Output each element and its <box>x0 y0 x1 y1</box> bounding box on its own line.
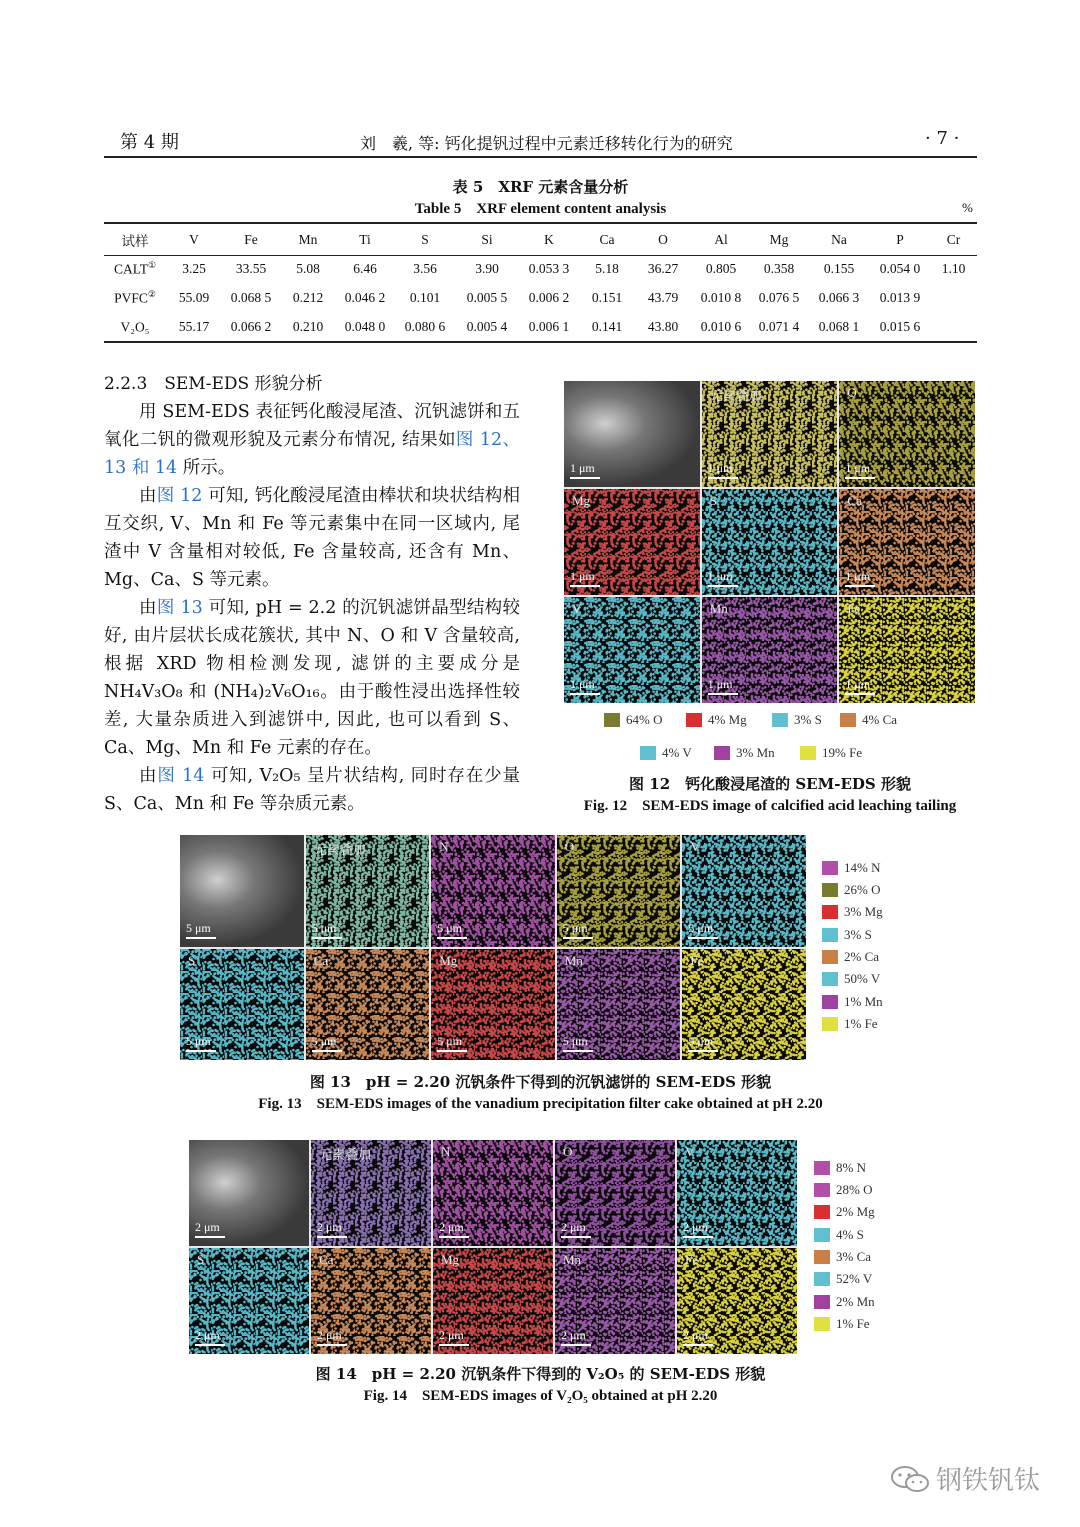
fig13-legend <box>822 860 942 1040</box>
legend-item <box>814 1271 872 1287</box>
table-cell: 43.79 <box>647 289 679 305</box>
eds-map <box>839 597 975 703</box>
scale-bar: 2 μm <box>561 1220 591 1238</box>
table-cell: 0.053 3 <box>528 260 570 276</box>
table-cell: 0.046 2 <box>344 289 386 305</box>
scale-bar: 2 μm <box>195 1328 225 1346</box>
paragraph-2 <box>104 482 520 594</box>
legend-swatch <box>814 1228 830 1242</box>
map-label: Ca <box>319 1252 334 1267</box>
legend-label: 1% Fe <box>844 1016 878 1031</box>
section-heading: 2.2.3 SEM-EDS 形貌分析 <box>104 374 323 394</box>
map-label: Mn <box>563 1252 582 1267</box>
fig14-caption-en: Fig. 14 SEM-EDS images of V₂O₅ obtained at pH 2.20 <box>363 1388 718 1404</box>
figure-link[interactable]: 图 13 <box>156 598 203 618</box>
table-cell: 36.27 <box>647 260 679 276</box>
map-label: S <box>709 493 717 508</box>
scale-bar: 5 μm <box>437 921 467 939</box>
section-body <box>104 370 520 818</box>
map-label: N <box>439 839 449 854</box>
map-label: Ca <box>313 952 329 968</box>
sample-name: V₂O₅ <box>120 319 150 335</box>
table-cell: 0.010 8 <box>700 289 742 305</box>
map-label: V <box>690 839 700 854</box>
legend-item <box>814 1227 864 1243</box>
map-label: V <box>685 1144 695 1159</box>
table-cell: 33.55 <box>235 260 267 276</box>
eds-map <box>682 949 806 1061</box>
table-cell: 6.46 <box>353 260 377 276</box>
table-row <box>104 283 977 312</box>
column-header: Ti <box>359 232 371 247</box>
map-label: N <box>441 1144 451 1159</box>
column-header: O <box>658 232 668 247</box>
eds-map <box>555 1140 675 1246</box>
footnote-mark: ① <box>147 259 157 270</box>
legend-swatch <box>686 713 702 727</box>
table-bottom-rule <box>104 341 977 343</box>
map-label: Fe <box>685 1252 698 1267</box>
legend-swatch <box>814 1317 830 1331</box>
issue-number: 第 4 期 <box>120 132 179 153</box>
table-cell: 0.155 <box>823 260 855 276</box>
eds-map <box>311 1248 431 1354</box>
xrf-table <box>104 226 977 341</box>
text: 由 <box>139 598 157 618</box>
table-cell: 0.015 6 <box>879 318 921 334</box>
map-label: O <box>563 1144 573 1159</box>
column-header: K <box>544 232 554 247</box>
fig13-caption-en: Fig. 13 SEM-EDS images of the vanadium precipitation filter cake obtained at pH 2.20 <box>258 1096 823 1112</box>
scale-bar: 5 μm <box>312 921 342 939</box>
eds-map <box>180 949 304 1061</box>
eds-map <box>433 1140 553 1246</box>
table-cell: 0.358 <box>763 260 795 276</box>
map-label: Mg <box>439 952 458 968</box>
figure-link[interactable]: 图 12 <box>156 486 203 506</box>
paragraph-1 <box>104 398 520 482</box>
legend-item <box>822 860 880 876</box>
legend-item <box>800 745 862 761</box>
table-cell: 0.151 <box>591 289 623 305</box>
fig13-grid <box>180 835 806 1060</box>
map-label: Fe <box>690 952 704 968</box>
fig14-grid <box>189 1140 797 1354</box>
table-unit: % <box>962 200 973 215</box>
fig12-legend <box>564 708 975 768</box>
legend-swatch <box>822 928 838 942</box>
table-cell: 3.90 <box>475 260 499 276</box>
table-caption-cn: 表 5 XRF 元素含量分析 <box>452 178 629 196</box>
table-cell: 0.101 <box>409 289 441 305</box>
map-label: Mn <box>709 601 728 616</box>
table-cell: 0.048 0 <box>344 318 386 334</box>
table-cell <box>930 312 977 341</box>
legend-label: 4% Mg <box>708 712 747 727</box>
scale-bar: 5 μm <box>186 921 216 939</box>
legend-swatch <box>822 883 838 897</box>
map-label: O <box>564 839 575 854</box>
legend-swatch <box>814 1295 830 1309</box>
table-cell: 0.054 0 <box>879 260 921 276</box>
table-cell: 0.076 5 <box>758 289 800 305</box>
eds-map <box>189 1248 309 1354</box>
eds-map <box>677 1248 797 1354</box>
figure-link[interactable]: 图 12、13 和 14 <box>104 430 520 478</box>
map-label: 元素叠加 <box>319 1147 372 1162</box>
legend-label: 2% Mg <box>836 1204 875 1219</box>
sample-cell <box>104 283 166 312</box>
watermark <box>890 1460 1040 1497</box>
text: 可知, pH = 2.2 的沉钒滤饼晶型结构较好, 由片层状长成花簇状, 其中 N、O 和 V 含量较高, 根据 XRD 物相检测发现, 滤饼的主要成分是 NH₄V₃O₈ 和 (NH₄)₂V₆O₁₆。由于酸性浸出选择性较差, 大量杂质进入到滤饼中, 因此, 也可以看到 S、Ca、Mg、Mn 和 Fe 元素的存在。 <box>104 598 520 758</box>
eds-map <box>682 835 806 947</box>
eds-map <box>702 489 838 595</box>
legend-item <box>822 904 883 920</box>
table-cell: 5.18 <box>595 260 619 276</box>
legend-label: 2% Mn <box>836 1294 875 1309</box>
legend-swatch <box>822 861 838 875</box>
column-header: Al <box>714 232 728 247</box>
text: 可知, 钙化酸浸尾渣由棒状和块状结构相互交织, V、Mn 和 Fe 等元素集中在同一区域内, 尾渣中 V 含量相对较低, Fe 含量较高, 还含有 Mn、Mg、Ca、S 等元素。 <box>104 486 521 590</box>
legend-item <box>814 1182 872 1198</box>
fig12-grid <box>564 381 975 703</box>
legend-label: 14% N <box>844 860 881 875</box>
table-cell: 0.005 5 <box>466 289 508 305</box>
column-header: Ca <box>599 232 615 247</box>
scale-bar: 2 μm <box>439 1328 469 1346</box>
table-cell: 0.013 9 <box>879 289 921 305</box>
text: 所示。 <box>177 458 236 478</box>
column-header: Cr <box>946 232 961 247</box>
map-label: O <box>847 385 857 400</box>
scale-bar: 5 μm <box>688 1034 718 1052</box>
legend-label: 4% Ca <box>862 712 898 727</box>
table-cell: 3.56 <box>413 260 437 276</box>
legend-item <box>822 882 880 898</box>
sample-cell <box>104 312 166 341</box>
table-cell: 0.006 2 <box>528 289 570 305</box>
scale-bar: 2 μm <box>317 1328 347 1346</box>
table-cell: 0.080 6 <box>404 318 446 334</box>
legend-swatch <box>822 905 838 919</box>
paragraph-3 <box>104 594 520 762</box>
table-cell: 0.212 <box>292 289 324 305</box>
legend-item <box>814 1249 871 1265</box>
table-cell: 5.08 <box>296 260 320 276</box>
legend-label: 3% S <box>844 927 872 942</box>
legend-swatch <box>822 1017 838 1031</box>
eds-map <box>677 1140 797 1246</box>
eds-map <box>839 381 975 487</box>
scale-bar: 1 μm <box>845 461 875 479</box>
eds-map <box>564 597 700 703</box>
legend-label: 3% S <box>794 712 822 727</box>
sem-image <box>564 381 700 487</box>
column-header: V <box>189 232 199 247</box>
scale-bar: 5 μm <box>312 1034 342 1052</box>
legend-label: 1% Mn <box>844 994 883 1009</box>
table-cell: 0.010 6 <box>700 318 742 334</box>
legend-label: 28% O <box>836 1182 873 1197</box>
scale-bar: 1 μm <box>708 461 738 479</box>
column-header: P <box>896 232 904 247</box>
legend-item <box>814 1294 875 1310</box>
eds-map <box>555 1248 675 1354</box>
legend-item <box>772 712 822 728</box>
legend-swatch <box>840 713 856 727</box>
map-label: Ca <box>847 493 862 508</box>
table-cell: 55.17 <box>178 318 210 334</box>
legend-swatch <box>814 1183 830 1197</box>
map-label: S <box>188 952 196 968</box>
eds-map <box>306 949 430 1061</box>
legend-item <box>640 745 692 761</box>
legend-label: 1% Fe <box>836 1316 870 1331</box>
legend-label: 3% Mn <box>736 745 775 760</box>
legend-item <box>822 994 883 1010</box>
legend-label: 4% V <box>662 745 692 760</box>
eds-map <box>564 489 700 595</box>
sample-name: PVFC <box>114 290 148 306</box>
map-label: Mg <box>572 493 591 508</box>
eds-map <box>702 381 838 487</box>
watermark-text: 钢铁钒钛 <box>936 1466 1041 1496</box>
header-rule <box>104 156 977 158</box>
table-cell: 0.805 <box>705 260 737 276</box>
legend-label: 2% Ca <box>844 949 880 964</box>
fig12-caption-en: Fig. 12 SEM-EDS image of calcified acid leaching tailing <box>583 798 957 814</box>
column-header: Fe <box>244 232 258 247</box>
paragraph-4 <box>104 762 520 818</box>
map-label: Fe <box>847 601 861 616</box>
legend-item <box>822 949 879 965</box>
legend-swatch <box>800 746 816 760</box>
scale-bar: 1 μm <box>570 461 600 479</box>
scale-bar: 2 μm <box>561 1328 591 1346</box>
legend-swatch <box>814 1272 830 1286</box>
legend-item <box>814 1204 875 1220</box>
legend-item <box>814 1316 870 1332</box>
map-label: Mn <box>564 952 583 968</box>
scale-bar: 2 μm <box>317 1220 347 1238</box>
legend-item <box>714 745 775 761</box>
sample-cell <box>104 254 166 283</box>
scale-bar: 5 μm <box>688 921 718 939</box>
column-header: Mn <box>298 232 318 247</box>
sem-image <box>180 835 304 947</box>
legend-item <box>840 712 897 728</box>
map-label: S <box>197 1252 205 1267</box>
legend-item <box>822 1016 878 1032</box>
table-caption-en: Table 5 XRF element content analysis <box>414 201 667 217</box>
scale-bar: 2 μm <box>683 1328 713 1346</box>
table-cell: 1.10 <box>941 260 966 276</box>
legend-label: 8% N <box>836 1160 866 1175</box>
map-label: Mg <box>441 1252 460 1267</box>
legend-item <box>822 927 872 943</box>
legend-swatch <box>814 1161 830 1175</box>
table-cell: 0.006 1 <box>528 318 570 334</box>
legend-swatch <box>814 1205 830 1219</box>
footnote-mark: ② <box>147 288 156 299</box>
scale-bar: 2 μm <box>195 1220 225 1238</box>
wechat-icon <box>890 1464 930 1494</box>
map-label: 元素叠加 <box>313 842 366 857</box>
fig14-caption-cn: 图 14 pH = 2.20 沉钒条件下得到的 V₂O₅ 的 SEM-EDS 形貌 <box>315 1365 766 1383</box>
table-cell: 0.068 5 <box>230 289 272 305</box>
table-cell <box>930 283 977 312</box>
eds-map <box>311 1140 431 1246</box>
column-header: Na <box>831 232 847 247</box>
column-header: Mg <box>769 232 789 247</box>
eds-map <box>702 597 838 703</box>
table-row <box>104 254 977 283</box>
scale-bar: 1 μm <box>845 569 875 587</box>
table-cell: 3.25 <box>182 260 206 276</box>
text: 用 SEM-EDS 表征钙化酸浸尾渣、沉钒滤饼和五氧化二钒的微观形貌及元素分布情况, 结果如 <box>104 402 520 450</box>
text: 由 <box>139 486 157 506</box>
fig12-caption-cn: 图 12 钙化酸浸尾渣的 SEM-EDS 形貌 <box>629 775 911 793</box>
legend-swatch <box>772 713 788 727</box>
sem-image <box>189 1140 309 1246</box>
scale-bar: 1 μm <box>570 677 600 695</box>
legend-label: 26% O <box>844 882 881 897</box>
legend-label: 3% Ca <box>836 1249 872 1264</box>
scale-bar: 5 μm <box>563 1034 593 1052</box>
column-header: Si <box>481 232 493 247</box>
legend-label: 50% V <box>844 971 881 986</box>
legend-swatch <box>822 972 838 986</box>
legend-swatch <box>814 1250 830 1264</box>
legend-label: 19% Fe <box>822 745 863 760</box>
scale-bar: 1 μm <box>845 677 875 695</box>
legend-label: 64% O <box>626 712 663 727</box>
legend-label: 4% S <box>836 1227 864 1242</box>
page-number: · 7 · <box>925 128 960 149</box>
scale-bar: 1 μm <box>570 569 600 587</box>
table-top-rule <box>104 222 977 224</box>
table-cell: 0.141 <box>591 318 623 334</box>
legend-label: 3% Mg <box>844 904 883 919</box>
legend-item <box>604 712 662 728</box>
eds-map <box>557 835 681 947</box>
legend-item <box>686 712 747 728</box>
sample-name: CALT <box>113 261 148 277</box>
legend-swatch <box>604 713 620 727</box>
figure-link[interactable]: 图 14 <box>157 766 205 786</box>
scale-bar: 5 μm <box>563 921 593 939</box>
scale-bar: 2 μm <box>683 1220 713 1238</box>
scale-bar: 5 μm <box>186 1034 216 1052</box>
map-label: 元素叠加 <box>709 388 762 403</box>
fig13-caption-cn: 图 13 pH = 2.20 沉钒条件下得到的沉钒滤饼的 SEM-EDS 形貌 <box>309 1073 772 1091</box>
column-header: 试样 <box>121 234 149 249</box>
table-cell: 0.071 4 <box>758 318 800 334</box>
legend-label: 52% V <box>836 1271 873 1286</box>
table-cell: 55.09 <box>178 289 210 305</box>
scale-bar: 5 μm <box>437 1034 467 1052</box>
legend-swatch <box>822 950 838 964</box>
table-cell: 0.066 3 <box>818 289 860 305</box>
scale-bar: 1 μm <box>708 677 738 695</box>
table-row <box>104 312 977 341</box>
table-cell: 43.80 <box>647 318 679 334</box>
fig14-legend <box>814 1160 934 1340</box>
running-title: 刘 羲, 等: 钙化提钒过程中元素迁移转化行为的研究 <box>360 134 733 153</box>
legend-swatch <box>640 746 656 760</box>
text: 由 <box>139 766 158 786</box>
table-cell: 0.068 1 <box>818 318 860 334</box>
table-cell: 0.066 2 <box>230 318 272 334</box>
legend-swatch <box>714 746 730 760</box>
eds-map <box>431 835 555 947</box>
table-cell: 0.005 4 <box>466 318 508 334</box>
legend-item <box>814 1160 866 1176</box>
eds-map <box>306 835 430 947</box>
text: 可知, V₂O₅ 呈片状结构, 同时存在少量 S、Ca、Mn 和 Fe 等杂质元素。 <box>104 766 520 814</box>
column-header: S <box>421 232 429 247</box>
legend-item <box>822 971 880 987</box>
eds-map <box>557 949 681 1061</box>
eds-map <box>431 949 555 1061</box>
scale-bar: 1 μm <box>708 569 738 587</box>
scale-bar: 2 μm <box>439 1220 469 1238</box>
eds-map <box>433 1248 553 1354</box>
table-cell: 0.210 <box>292 318 324 334</box>
map-label: V <box>572 601 582 616</box>
legend-swatch <box>822 995 838 1009</box>
eds-map <box>839 489 975 595</box>
